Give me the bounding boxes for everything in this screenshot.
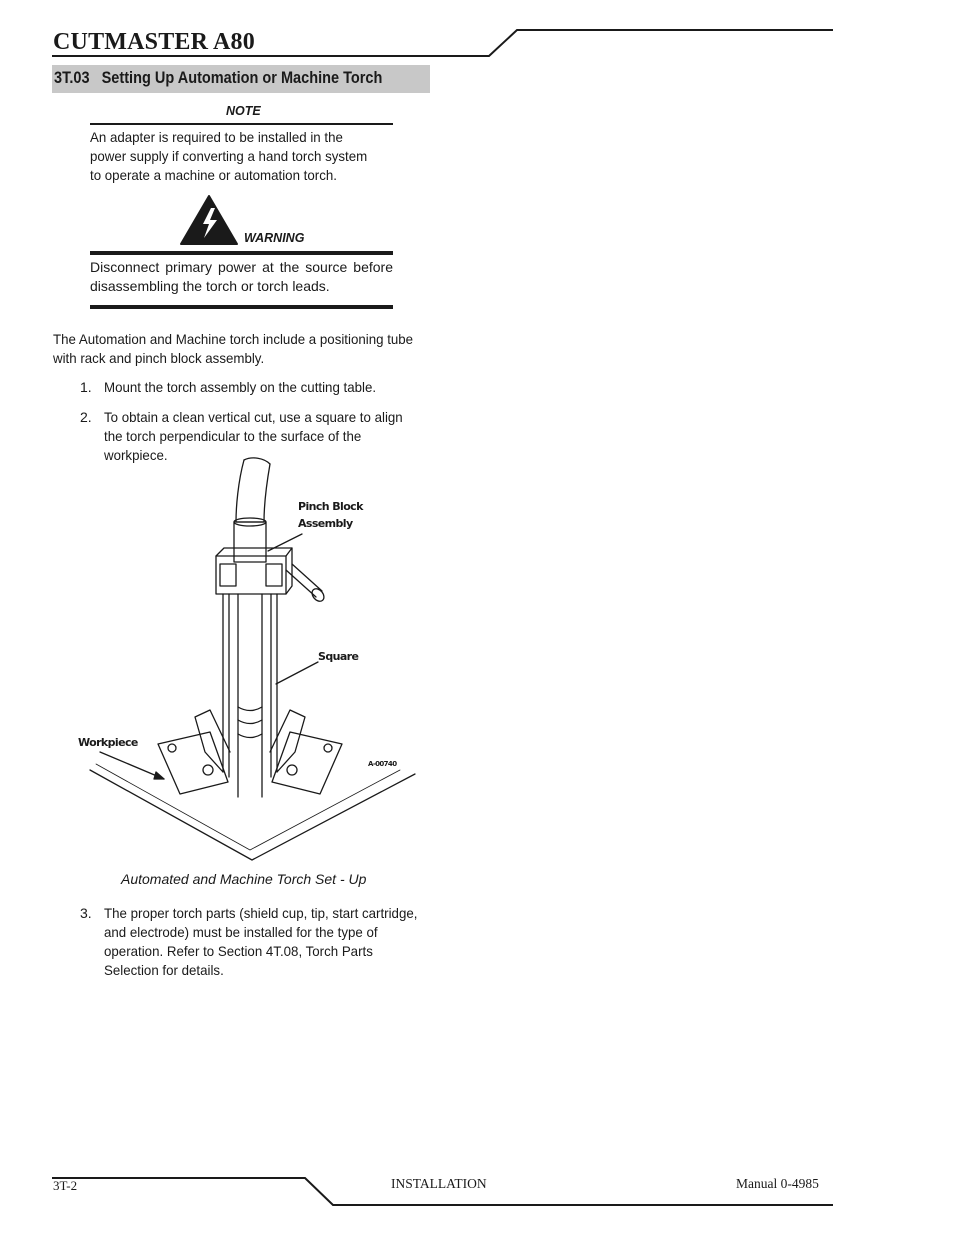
warning-text: Disconnect primary power at the source before disassembling the torch or torch leads. [90, 259, 393, 294]
workpiece-label: Workpiece [78, 736, 138, 749]
warning-label: WARNING [244, 231, 305, 245]
step-2-number: 2. [80, 409, 92, 425]
note-label: NOTE [226, 104, 261, 118]
step-3-number: 3. [80, 905, 92, 921]
step-3-text: The proper torch parts (shield cup, tip, start cartridge, and electrode) must be installed for the type of operation. Refer to Section 4T.08, Torch Parts Selection for details. [104, 905, 418, 978]
workpiece-plate [90, 770, 415, 860]
figure-reference-number: A-00740 [368, 760, 397, 768]
pinch-block-label-line1: Pinch Block [298, 500, 363, 513]
note-top-rule [90, 123, 393, 125]
intro-paragraph: The Automation and Machine torch include a positioning tube with rack and pinch block assembly. [53, 331, 414, 366]
figure-caption: Automated and Machine Torch Set - Up [121, 871, 367, 887]
high-voltage-warning-icon [179, 194, 239, 246]
footer-section-name: INSTALLATION [391, 1176, 487, 1191]
step-1-number: 1. [80, 379, 92, 395]
note-text: An adapter is required to be installed in the power supply if converting a hand torch system to operate a machine or automation torch. [90, 129, 368, 183]
warning-top-rule [90, 251, 393, 255]
section-heading: 3T.03 Setting Up Automation or Machine Torch [54, 69, 383, 87]
step-1-text: Mount the torch assembly on the cutting table. [104, 379, 377, 395]
square-label: Square [318, 650, 359, 663]
warning-bottom-rule [90, 305, 393, 309]
footer-manual-number: Manual 0-4985 [736, 1176, 819, 1191]
step-2-text: To obtain a clean vertical cut, use a square to align the torch perpendicular to the surface of the workpiece. [104, 409, 403, 463]
document-title: CUTMASTER A80 [53, 29, 255, 55]
torch-setup-figure [60, 452, 420, 872]
pinch-block-label-line2: Assembly [298, 517, 353, 530]
page-number: 3T-2 [53, 1178, 78, 1193]
